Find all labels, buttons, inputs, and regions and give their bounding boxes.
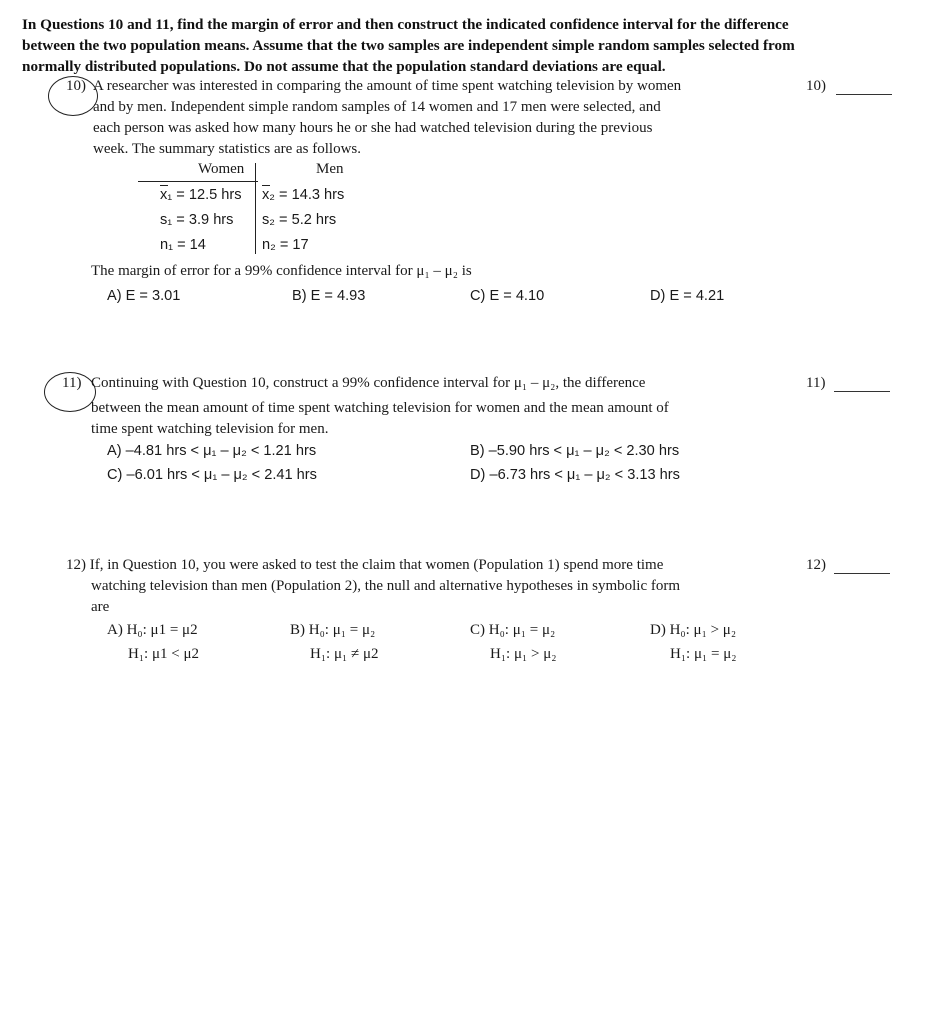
- q12-text-line-3: are: [91, 599, 110, 615]
- table-rule: [138, 181, 258, 182]
- q11-choice-b[interactable]: B) –5.90 hrs < μ₁ – μ₂ < 2.30 hrs: [470, 443, 680, 459]
- q10-text-line-3: each person was asked how many hours he or she had watched television during the previous: [93, 120, 653, 136]
- xbar-2: [262, 185, 270, 186]
- q11-number: 11): [62, 375, 82, 391]
- q12-choice-c-h0[interactable]: C) H₀: μ₁ = μ₂: [470, 622, 556, 638]
- table-header-men: Men: [316, 161, 344, 177]
- q11-text-line-1: Continuing with Question 10, construct a 99% confidence interval for μ₁ – μ₂, the difference: [91, 375, 646, 391]
- instructions-line-2: between the two population means. Assume that the two samples are independent simple random samples selected from: [22, 37, 795, 54]
- q12-answer-label: 12): [806, 557, 826, 573]
- q11-text-line-2: between the mean amount of time spent watching television for women and the mean amount of: [91, 400, 669, 416]
- q12-choice-a-h1: H₁: μ1 < μ2: [128, 646, 200, 662]
- q11-choice-c[interactable]: C) –6.01 hrs < μ₁ – μ₂ < 2.41 hrs: [107, 467, 317, 483]
- q10-choice-b[interactable]: B) E = 4.93: [292, 288, 366, 304]
- q12-choice-d-h0[interactable]: D) H₀: μ₁ > μ₂: [650, 622, 737, 638]
- xbar-1: [160, 185, 168, 186]
- q10-text-line-4: week. The summary statistics are as follows.: [93, 141, 361, 157]
- q10-choice-d[interactable]: D) E = 4.21: [650, 288, 725, 304]
- q12-text-line-1: 12) If, in Question 10, you were asked to test the claim that women (Population 1) spend more time: [66, 557, 664, 573]
- q12-choice-c-h1: H₁: μ₁ > μ₂: [490, 646, 557, 662]
- stat-women-mean: x₁ = 12.5 hrs: [160, 187, 242, 203]
- q12-answer-blank[interactable]: [834, 573, 890, 574]
- q12-choice-b-h1: H₁: μ₁ ≠ μ2: [310, 646, 379, 662]
- stat-men-mean: x₂ = 14.3 hrs: [262, 187, 345, 203]
- q10-text-line-2: and by men. Independent simple random samples of 14 women and 17 men were selected, and: [93, 99, 661, 115]
- q10-text-line-1: A researcher was interested in comparing the amount of time spent watching television by women: [93, 78, 682, 94]
- q12-choice-d-h1: H₁: μ₁ = μ₂: [670, 646, 737, 662]
- q12-choice-b-h0[interactable]: B) H₀: μ₁ = μ₂: [290, 622, 376, 638]
- q10-number: 10): [66, 78, 86, 94]
- q10-choice-a[interactable]: A) E = 3.01: [107, 288, 181, 304]
- q11-text-line-3: time spent watching television for men.: [91, 421, 329, 437]
- q11-choice-d[interactable]: D) –6.73 hrs < μ₁ – μ₂ < 3.13 hrs: [470, 467, 680, 483]
- instructions-line-1: In Questions 10 and 11, find the margin of error and then construct the indicated confidence interval for the difference: [22, 16, 789, 33]
- q11-answer-blank[interactable]: [834, 391, 890, 392]
- table-divider: [255, 163, 256, 254]
- instructions-line-3: normally distributed populations. Do not assume that the population standard deviations are equal.: [22, 58, 666, 75]
- q12-text-line-2: watching television than men (Population 2), the null and alternative hypotheses in symbolic form: [91, 578, 681, 594]
- q11-choice-a[interactable]: A) –4.81 hrs < μ₁ – μ₂ < 1.21 hrs: [107, 443, 317, 459]
- stat-women-sd: s₁ = 3.9 hrs: [160, 212, 234, 228]
- table-header-women: Women: [198, 161, 245, 177]
- q10-answer-blank[interactable]: [836, 94, 892, 95]
- stat-men-sd: s₂ = 5.2 hrs: [262, 212, 337, 228]
- q11-answer-label: 11): [806, 375, 826, 391]
- q10-answer-label: 10): [806, 78, 826, 94]
- q12-choice-a-h0[interactable]: A) H₀: μ1 = μ2: [107, 622, 198, 638]
- stat-men-n: n₂ = 17: [262, 237, 309, 253]
- stat-women-n: n₁ = 14: [160, 237, 206, 253]
- q10-prompt: The margin of error for a 99% confidence interval for μ₁ – μ₂ is: [91, 263, 472, 279]
- q10-choice-c[interactable]: C) E = 4.10: [470, 288, 545, 304]
